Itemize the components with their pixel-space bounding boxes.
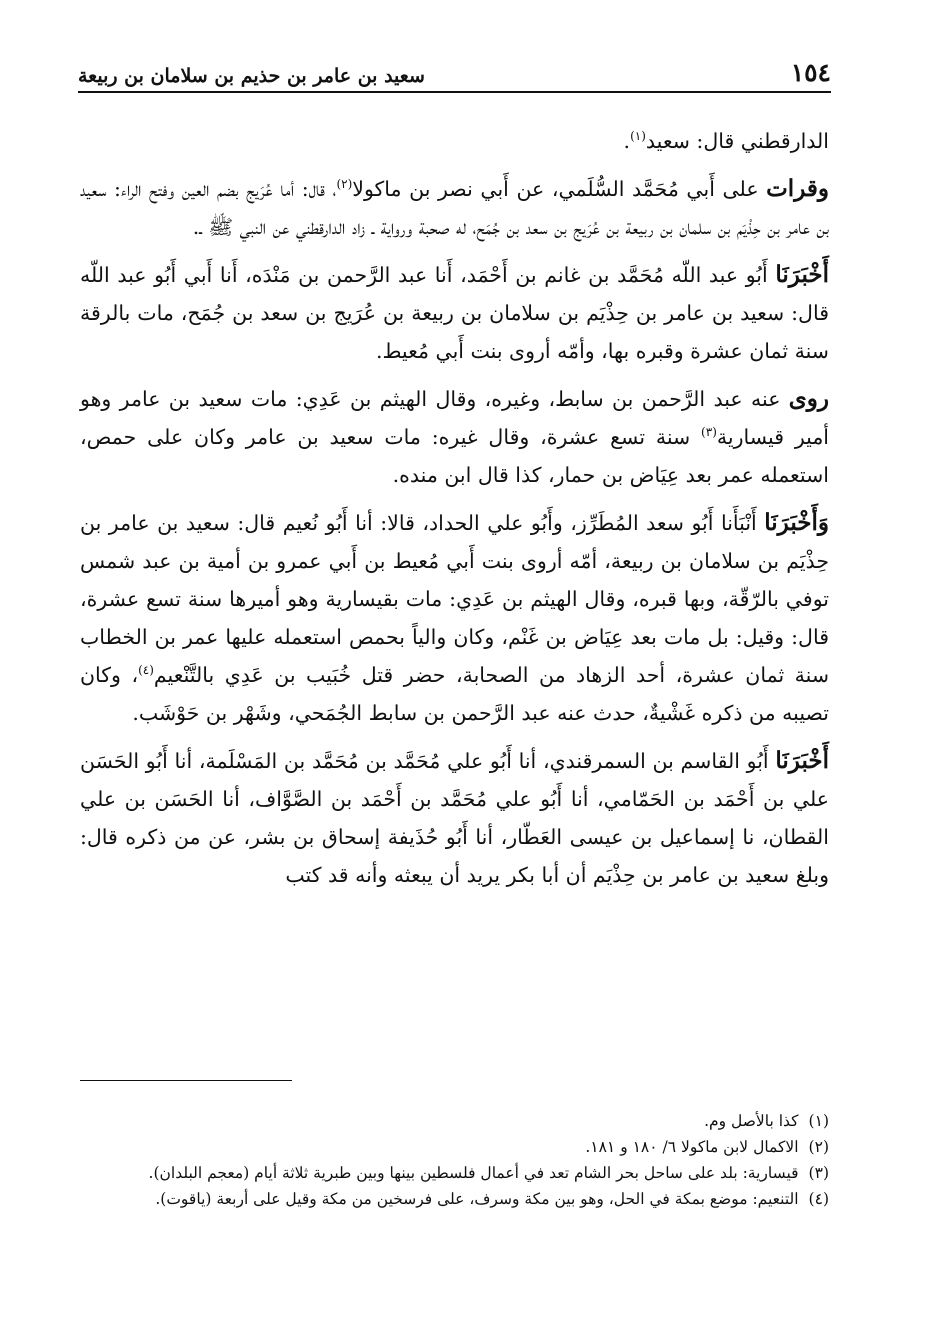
- footnote-number: (٣): [808, 1164, 829, 1182]
- paragraph-lead-word: روى: [788, 385, 829, 412]
- page-number: ١٥٤: [790, 58, 831, 87]
- paragraph-lead-word: وَأَخْبَرَنَا: [764, 509, 829, 536]
- paragraph-3: [80, 256, 829, 370]
- footnote-text: الاكمال لابن ماكولا ٦/ ١٨٠ و ١٨١.: [585, 1138, 799, 1156]
- footnote: [80, 1134, 829, 1160]
- paragraph-lead-word: أَخْبَرَنَا: [775, 747, 829, 774]
- running-title: سعيد بن عامر بن حذيم بن سلامان بن ربيعة: [78, 65, 425, 87]
- paragraph-text: أَبُو القاسم بن السمرقندي، أنا أَبُو علي مُحَمَّد بن مُحَمَّد بن المَسْلَمة، أنا أَبُو الحَسَن علي بن أَحْمَد بن الحَمّامي، أنا أَبُو علي مُحَمَّد بن أَحْمَد بن الصَّوَّاف، أنا الحَسَن بن علي القطان، نا إسماعيل بن عيسى العَطّار، أنا أَبُو حُذَيفة إسحاق بن بشر، عن من ذكره قال: وبلغ سعيد بن عامر بن حِذْيَم أن أبا بكر يريد أن يبعثه وأنه قد كتب: [80, 749, 829, 887]
- page-header: [78, 58, 831, 93]
- paragraph-lead-word: وقرات: [766, 175, 829, 202]
- paragraph-6: [80, 742, 829, 894]
- paragraph-1: [80, 122, 829, 160]
- paragraph-text: على أَبي مُحَمَّد السُّلَمي، عن أَبي نصر بن ماكولا: [352, 177, 767, 201]
- footnote-divider: [80, 1080, 292, 1081]
- footnote-ref: (٢): [336, 177, 353, 192]
- footnote-text: كذا بالأصل وم.: [704, 1112, 799, 1130]
- paragraph-text: ، قال: أما عُرَيج بضم العين وفتح الراء: سعيد بن عامر بن حِذْيَم بن سلمان بن ربيعة بن عُرَيج بن سعد بن جُمَح، له صحبة ورواية ـ زاد الدارقطني عن النبي ﷺ ـ.: [80, 177, 829, 239]
- footnote-text: التنعيم: موضع بمكة في الحل، وهو بين مكة وسرف، على فرسخين من مكة وقيل على أربعة (ياقوت).: [155, 1190, 799, 1208]
- main-text: [80, 122, 829, 904]
- paragraph-4: [80, 380, 829, 494]
- paragraph-text: الدارقطني قال: سعيد: [645, 129, 829, 153]
- footnote-number: (٤): [808, 1190, 829, 1208]
- paragraph-text: أَنْبَأَنا أَبُو سعد المُطَرِّز، وأَبُو علي الحداد، قالا: أنا أَبُو نُعيم قال: سعيد بن عامر بن حِذْيَم بن سلامان بن ربيعة، أمّه أروى بنت أَبي مُعيط بن أَبي عمرو بن أمية بن عبد شمس توفي بالرّقّة، وبها قبره، وقال الهيثم بن عَدِي: مات بقيسارية وهو أميرها سنة تسع عشرة، قال: وقيل: بل مات بعد عِيَاض بن غَنْم، وكان والياً بحمص استعمله عليها عمر بن الخطاب سنة ثمان عشرة، أحد الزهاد من الصحابة، حضر قتل خُبَيب بن عَدِي بالتَّنْعيم: [80, 511, 830, 687]
- footnotes: [80, 1108, 829, 1212]
- paragraph-text: ، وكان تصيبه من ذكره غَشْيةٌ، حدث عنه عبد الرَّحمن بن سابط الجُمَحي، وشَهْر بن حَوْشَب.: [80, 663, 829, 725]
- paragraph-text: أَبُو عبد اللّه مُحَمَّد بن غانم بن أَحْمَد، أَنا عبد الرَّحمن بن مَنْدَه، أَنا أَبي أَبُو عبد اللّه قال: سعيد بن عامر بن حِذْيَم بن سلامان بن ربيعة بن عُرَيج بن سعد بن جُمَح، مات بالرقة سنة ثمان عشرة وقبره بها، وأمّه أروى بنت أَبي مُعيط.: [80, 263, 829, 363]
- footnote-text: قيسارية: بلد على ساحل بحر الشام تعد في أعمال فلسطين بينها وبين طبرية ثلاثة أيام (معجم البلدان).: [148, 1164, 799, 1182]
- paragraph-text: عنه عبد الرَّحمن بن سابط، وغيره، وقال الهيثم بن عَدِي: مات سعيد بن عامر وهو أمير قيسارية: [80, 387, 829, 449]
- paragraph-text: .: [623, 129, 631, 153]
- footnote-number: (١): [808, 1112, 829, 1130]
- footnote-ref: (١): [630, 129, 646, 144]
- footnote-ref: (٤): [138, 663, 154, 678]
- footnote: [80, 1108, 829, 1134]
- footnote-number: (٢): [808, 1138, 829, 1156]
- paragraph-lead-word: أَخْبَرَنَا: [775, 261, 829, 288]
- paragraph-2: [80, 170, 829, 246]
- footnote: [80, 1160, 829, 1186]
- footnote: [80, 1186, 829, 1212]
- paragraph-5: [80, 504, 829, 732]
- paragraph-text: سنة تسع عشرة، وقال غيره: مات سعيد بن عامر وكان على حمص، استعمله عمر بعد عِيَاض بن حمار، كذا قال ابن منده.: [80, 425, 829, 487]
- footnote-ref: (٣): [701, 425, 717, 440]
